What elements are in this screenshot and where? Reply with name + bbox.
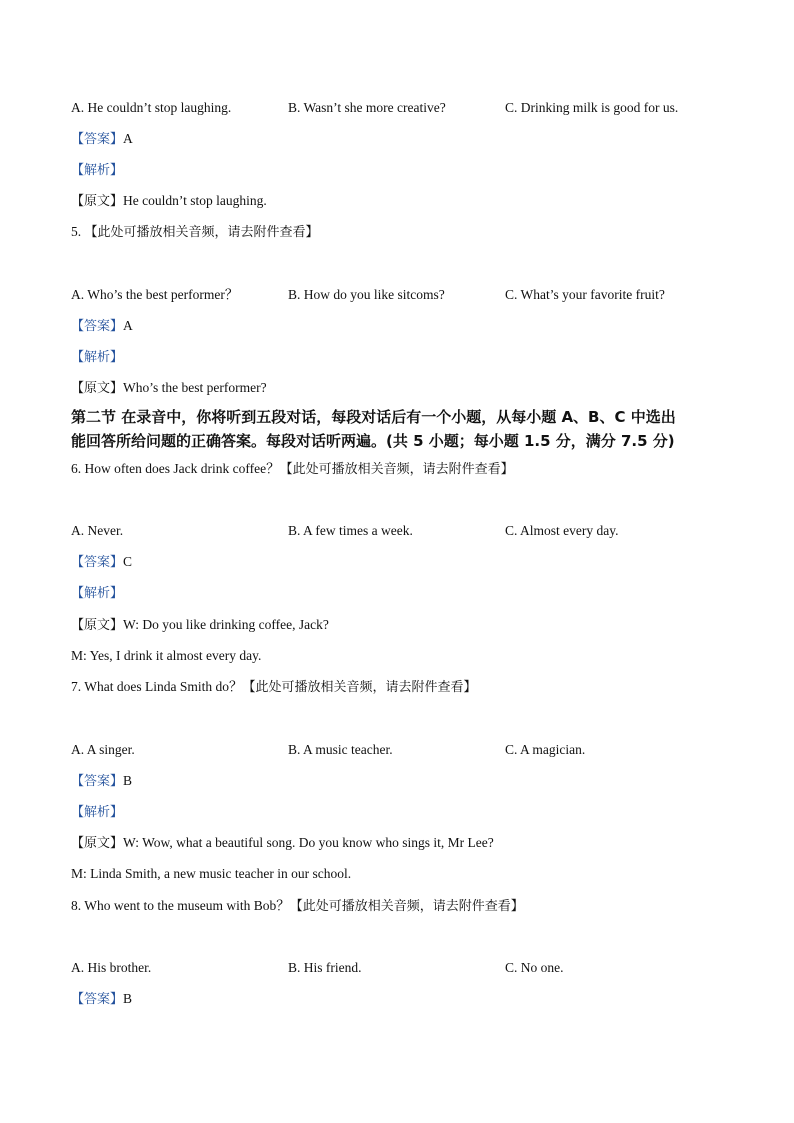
q4-option-a: A. He couldn’t stop laughing. xyxy=(71,100,232,115)
q7-option-b: B. A music teacher. xyxy=(288,742,393,757)
section2-line2: 能回答所给问题的正确答案。每段对话听两遍。(共 5 小题；每小题 1.5 分，满分 7.5 分) xyxy=(71,432,675,450)
q4-option-c: C. Drinking milk is good for us. xyxy=(505,100,679,115)
q7-option-a: A. A singer. xyxy=(71,742,135,757)
section2-line1: 第二节 在录音中，你将听到五段对话，每段对话后有一个小题，从每小题 A、B、C 中选出 xyxy=(71,408,676,426)
q5-transcript: 【原文】Who’s the best performer? xyxy=(71,380,267,396)
q7-transcript: 【原文】W: Wow, what a beautiful song. Do you know who sings it, Mr Lee? xyxy=(71,835,494,851)
q7-option-c: C. A magician. xyxy=(505,742,586,757)
q6-answer: 【答案】C xyxy=(71,554,133,570)
q4-answer: 【答案】A xyxy=(71,131,133,147)
q7-options xyxy=(71,741,751,759)
q6-option-c: C. Almost every day. xyxy=(505,523,619,538)
q5-option-c: C. What’s your favorite fruit? xyxy=(505,287,665,302)
q8-option-a: A. His brother. xyxy=(71,960,152,975)
q7-question: 7. What does Linda Smith do？【此处可播放相关音频，请去附件查看】 xyxy=(71,679,477,695)
q5-question: 5. 【此处可播放相关音频，请去附件查看】 xyxy=(71,224,319,240)
q6-option-b: B. A few times a week. xyxy=(288,523,413,538)
audio-note[interactable]: 【此处可播放相关音频，请去附件查看】 xyxy=(242,680,477,695)
q7-answer: 【答案】B xyxy=(71,773,133,789)
q7-transcript-line2: M: Linda Smith, a new music teacher in our school. xyxy=(71,866,352,881)
q8-question: 8. Who went to the museum with Bob？【此处可播放相关音频，请去附件查看】 xyxy=(71,898,524,914)
q4-option-b: B. Wasn’t she more creative? xyxy=(288,100,446,115)
q6-option-a: A. Never. xyxy=(71,523,124,538)
q4-analysis: 【解析】 xyxy=(71,163,124,178)
q8-options xyxy=(71,959,751,977)
q6-question: 6. How often does Jack drink coffee？【此处可播放相关音频，请去附件查看】 xyxy=(71,461,514,477)
q5-analysis: 【解析】 xyxy=(71,350,124,365)
q6-options xyxy=(71,522,751,540)
q8-option-c: C. No one. xyxy=(505,960,564,975)
q6-analysis: 【解析】 xyxy=(71,586,124,601)
audio-note[interactable]: 【此处可播放相关音频，请去附件查看】 xyxy=(279,462,514,477)
q5-option-b: B. How do you like sitcoms? xyxy=(288,287,445,302)
q5-answer: 【答案】A xyxy=(71,318,133,334)
q4-transcript: 【原文】He couldn’t stop laughing. xyxy=(71,193,267,209)
q7-analysis: 【解析】 xyxy=(71,805,124,820)
audio-note[interactable]: 【此处可播放相关音频，请去附件查看】 xyxy=(84,225,319,240)
q6-transcript: 【原文】W: Do you like drinking coffee, Jack? xyxy=(71,617,329,633)
q6-transcript-line2: M: Yes, I drink it almost every day. xyxy=(71,648,262,663)
q5-options xyxy=(71,286,751,304)
q8-option-b: B. His friend. xyxy=(288,960,362,975)
q8-answer: 【答案】B xyxy=(71,991,133,1007)
section2-heading xyxy=(71,405,731,453)
audio-note[interactable]: 【此处可播放相关音频，请去附件查看】 xyxy=(289,899,524,914)
q5-option-a: A. Who’s the best performer？ xyxy=(71,287,239,302)
q4-options xyxy=(71,99,751,117)
